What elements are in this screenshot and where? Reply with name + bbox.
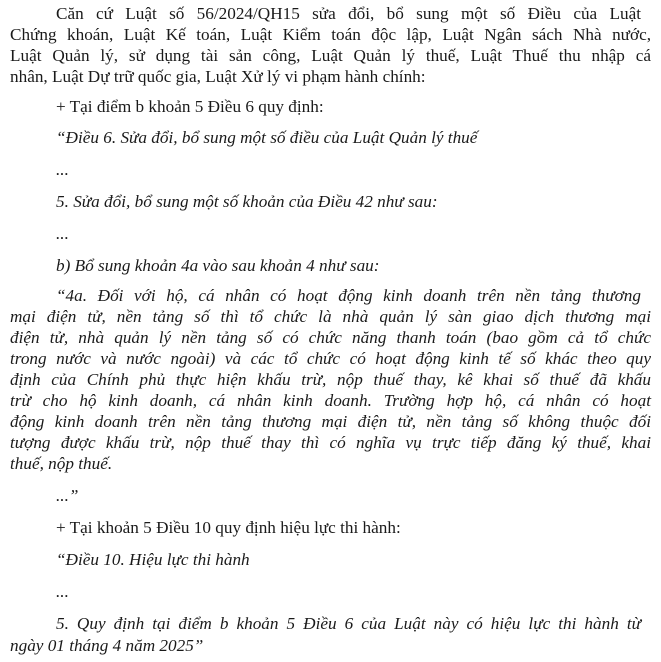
intro-line-2: Chứng khoán, Luật Kế toán, Luật Kiểm toán độc lập, Luật Ngân sách Nhà nước, (10, 25, 651, 44)
bullet-article-10: + Tại khoản 5 Điều 10 quy định hiệu lực thi hành: (56, 518, 401, 537)
clause-4a-line-7: động kinh doanh trên nền tảng thương mại điện tử, nền tảng số không thuộc đối (10, 412, 651, 431)
clause-5-title: 5. Sửa đổi, bổ sung một số khoản của Điều 42 như sau: (56, 192, 438, 211)
clause-4a-line-8: tượng được khấu trừ, nộp thuế thay thì có nghĩa vụ trực tiếp đăng ký thuế, khai (10, 433, 651, 452)
clause-4a-line-5: định của Chính phủ thực hiện khấu trừ, nộp thuế thay, kê khai số thuế đã khấu (10, 370, 651, 389)
effective-line-1: 5. Quy định tại điểm b khoản 5 Điều 6 của Luật này có hiệu lực thi hành từ (56, 614, 641, 633)
intro-line-1: Căn cứ Luật số 56/2024/QH15 sửa đổi, bổ sung một số Điều của Luật (56, 4, 641, 23)
clause-4a-line-4: trong nước và nước ngoài) và các tổ chức có hoạt động kinh tế số khác theo quy (10, 349, 651, 368)
effective-line-2: ngày 01 tháng 4 năm 2025” (10, 636, 204, 655)
ellipsis-3: ...” (56, 486, 79, 505)
intro-line-3: Luật Quản lý, sử dụng tài sản công, Luật Quản lý thuế, Luật Thuế thu nhập cá (10, 46, 651, 65)
clause-4a-line-3: điện tử, nhà quản lý nền tảng số có chức năng thanh toán (bao gồm cả tổ chức (10, 328, 651, 347)
bullet-article-6: + Tại điểm b khoản 5 Điều 6 quy định: (56, 97, 324, 116)
ellipsis-4: ... (56, 582, 69, 601)
article-6-title: “Điều 6. Sửa đổi, bổ sung một số điều của Luật Quản lý thuế (56, 128, 478, 147)
point-b-title: b) Bổ sung khoản 4a vào sau khoản 4 như sau: (56, 256, 380, 275)
ellipsis-1: ... (56, 160, 69, 179)
clause-4a-line-2: mại điện tử, nền tảng số thì tổ chức là nhà quản lý sàn giao dịch thương mại (10, 307, 651, 326)
clause-4a-line-9: thuế, nộp thuế. (10, 454, 113, 473)
clause-4a-line-1: “4a. Đối với hộ, cá nhân có hoạt động kinh doanh trên nền tảng thương (56, 286, 641, 305)
clause-4a-line-6: trừ cho hộ kinh doanh, cá nhân kinh doanh. Trường hợp hộ, cá nhân có hoạt (10, 391, 651, 410)
ellipsis-2: ... (56, 224, 69, 243)
intro-line-4: nhân, Luật Dự trữ quốc gia, Luật Xử lý vi phạm hành chính: (10, 67, 426, 86)
article-10-title: “Điều 10. Hiệu lực thi hành (56, 550, 250, 569)
